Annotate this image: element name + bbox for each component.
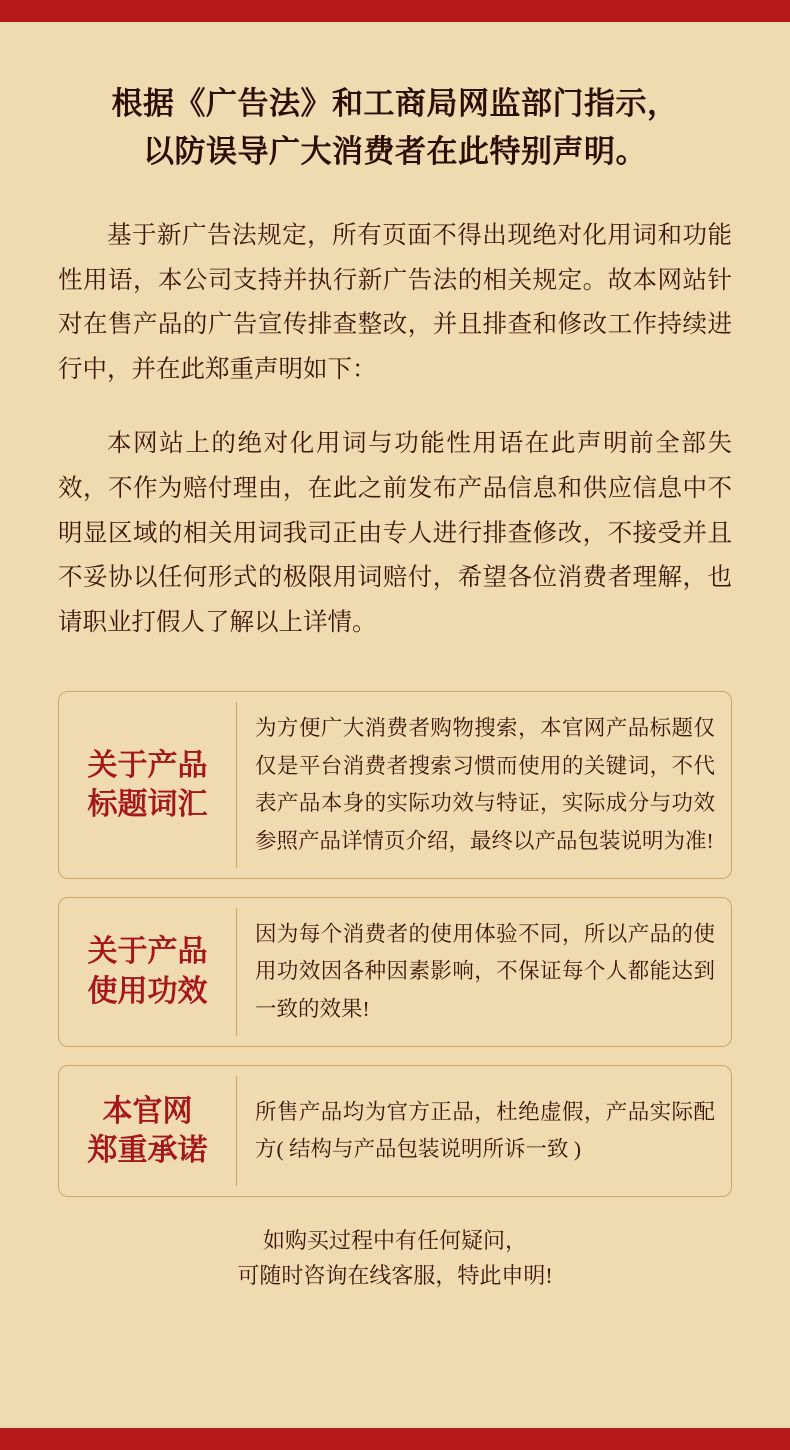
page-title-line-1: 根据《广告法》和工商局网监部门指示， xyxy=(111,86,679,121)
footer-line-1: 如购买过程中有任何疑问， xyxy=(262,1228,527,1254)
card-title-line-1: 关于产品 xyxy=(87,748,208,782)
bottom-border-bar xyxy=(0,1428,790,1450)
card-official-promise xyxy=(58,1065,732,1197)
card-title-line-1: 关于产品 xyxy=(87,935,208,969)
card-title xyxy=(59,702,237,868)
page-title-line-2: 以防误导广大消费者在此特别声明。 xyxy=(143,134,647,170)
card-product-efficacy xyxy=(58,897,732,1047)
page-title xyxy=(58,22,732,176)
statement-paragraph-1: 基于新广告法规定，所有页面不得出现绝对化用词和功能性用语，本公司支持并执行新广告法的相关规定。故本网站针对在售产品的广告宣传排查整改，并且排查和修改工作持续进行中，并在此郑重声明如下： xyxy=(58,222,732,383)
card-title-line-2: 使用功效 xyxy=(87,975,208,1009)
card-body: 所售产品均为官方正品，杜绝虚假，产品实际配方( 结构与产品包装说明所诉一致 ) xyxy=(255,1099,715,1162)
card-title-line-2: 郑重承诺 xyxy=(87,1134,208,1168)
card-body: 因为每个消费者的使用体验不同，所以产品的使用功效因各种因素影响，不保证每个人都能达到一致的效果! xyxy=(255,921,715,1021)
top-border-bar xyxy=(0,0,790,22)
footer-line-2: 可随时咨询在线客服，特此申明! xyxy=(237,1263,553,1289)
card-title-line-1: 本官网 xyxy=(102,1094,193,1128)
statement-paragraph-2: 本网站上的绝对化用词与功能性用语在此声明前全部失效，不作为赔付理由，在此之前发布产品信息和供应信息中不明显区域的相关用词我司正由专人进行排查修改，不接受并且不妥协以任何形式的极限用词赔付，希望各位消费者理解，也请职业打假人了解以上详情。 xyxy=(58,430,732,636)
announcement-panel xyxy=(0,22,790,1428)
card-title xyxy=(59,1076,237,1186)
footer-note xyxy=(58,1223,732,1293)
card-product-title-wording xyxy=(58,691,732,879)
card-title xyxy=(59,908,237,1036)
statement-card-list xyxy=(58,691,732,1197)
card-body: 为方便广大消费者购物搜索，本官网产品标题仅仅是平台消费者搜索习惯而使用的关键词，不代表产品本身的实际功效与特证，实际成分与功效参照产品详情页介绍，最终以产品包装说明为准! xyxy=(255,716,715,853)
card-title-line-2: 标题词汇 xyxy=(87,788,208,822)
